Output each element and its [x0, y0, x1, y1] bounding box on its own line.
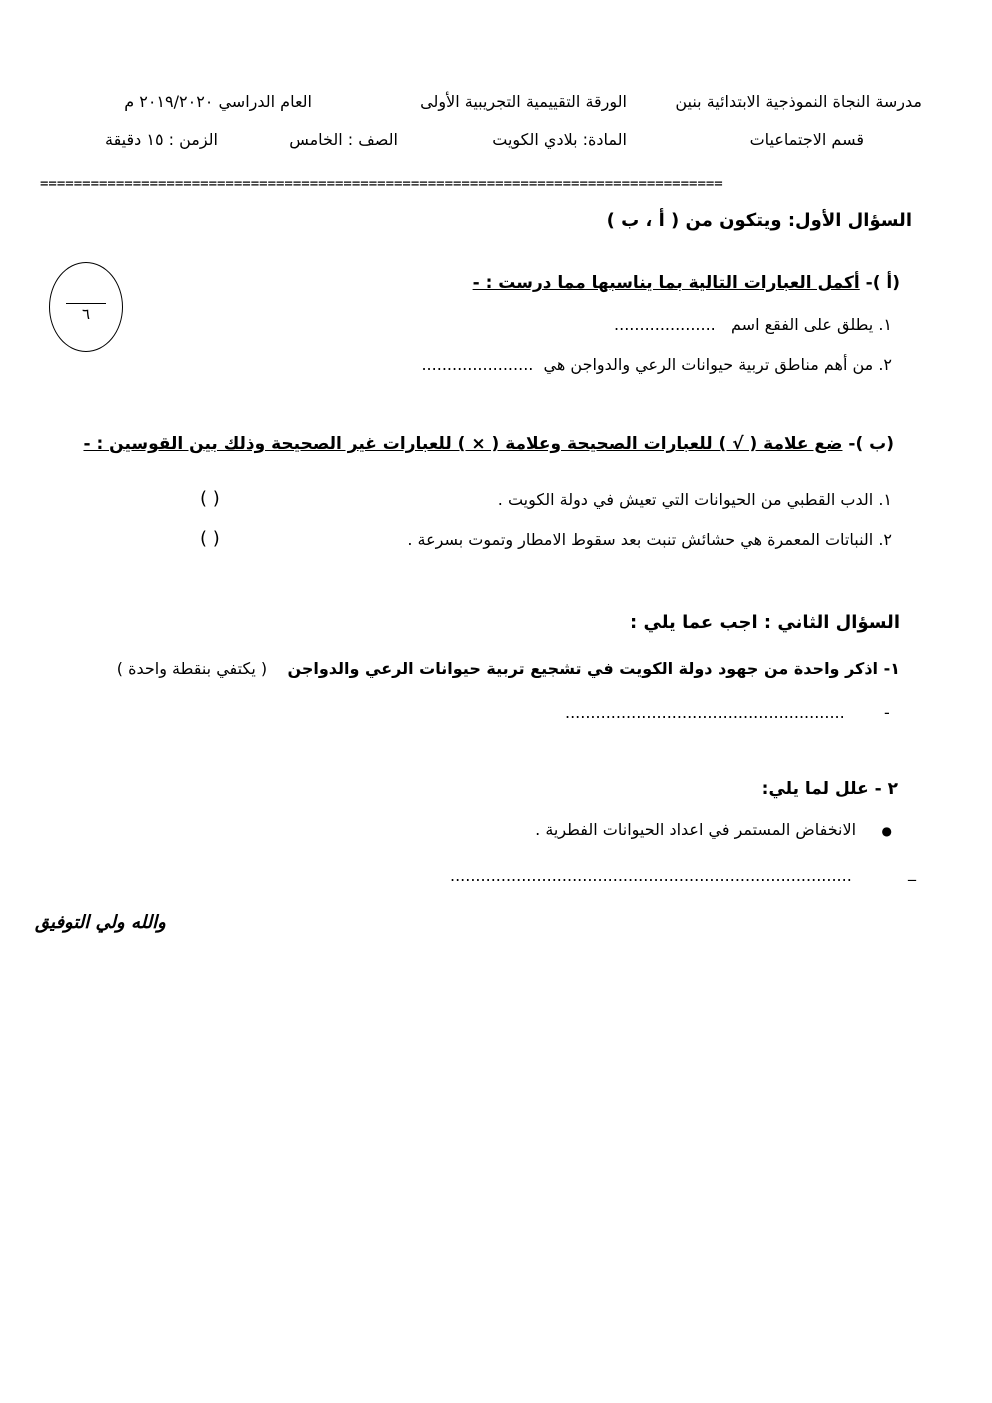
part-a-instruction: أكمل العبارات التالية بما يناسبها مما درست : - [472, 273, 860, 293]
school-name: مدرسة النجاة النموذجية الابتدائية بنين [675, 92, 922, 111]
item1-answer-blank[interactable]: ....................................................... [565, 703, 845, 722]
item-text: من أهم مناطق تربية حيوانات الرعي والدواجن هي [543, 355, 874, 374]
part-a-item-1 [614, 315, 892, 334]
department: قسم الاجتماعيات [749, 130, 864, 149]
part-a-item-2 [421, 355, 892, 374]
item1-note: ( يكتفي بنقطة واحدة ) [116, 659, 268, 678]
part-b-item-1 [498, 490, 892, 509]
item2-text: الانخفاض المستمر في اعداد الحيوانات الفطرية . [535, 820, 857, 839]
part-b-label: (ب )- [848, 434, 894, 454]
question1-title: السؤال الأول: ويتكون من ( أ ، ب ) [606, 210, 912, 231]
subject: المادة: بلادي الكويت [492, 130, 627, 149]
bullet-icon: ● [881, 824, 892, 838]
part-b-instruction: ضع علامة ( √ ) للعبارات الصحيحة وعلامة ( × ) للعبارات غير الصحيحة وذلك بين القوسين : - [83, 434, 843, 454]
academic-year: العام الدراسي ٢٠١٩/٢٠٢٠ م [124, 92, 312, 111]
answer-brackets[interactable]: ( ) [200, 528, 220, 549]
part-b-item-2 [407, 530, 892, 549]
score-line [66, 303, 106, 304]
time-limit: الزمن : ١٥ دقيقة [104, 130, 218, 149]
part-a-label: (أ )- [865, 273, 900, 293]
item1-text: ١- اذكر واحدة من جهود دولة الكويت في تشجيع تربية حيوانات الرعي والدواجن [287, 659, 900, 678]
item-number: ١. [878, 490, 892, 509]
separator-line: ================================================================================= [40, 176, 723, 192]
item2-dash: _ [908, 862, 916, 881]
answer-blank[interactable]: ...................... [421, 355, 534, 374]
part-a-heading [473, 273, 900, 293]
item1-dash: - [884, 703, 890, 722]
item-number: ٢. [878, 355, 892, 374]
item-text: النباتات المعمرة هي حشائش تنبت بعد سقوط الامطار وتموت بسرعة . [407, 530, 874, 549]
item-text: الدب القطبي من الحيوانات التي تعيش في دولة الكويت . [497, 490, 874, 509]
question2-title: السؤال الثاني : اجب عما يلي : [630, 612, 900, 633]
grade: الصف : الخامس [289, 130, 398, 149]
score-circle [49, 262, 123, 352]
answer-brackets[interactable]: ( ) [200, 488, 220, 509]
item-number: ٢. [878, 530, 892, 549]
item-number: ١. [878, 315, 892, 334]
paper-title: الورقة التقييمية التجريبية الأولى [420, 92, 627, 111]
score-denominator: ٦ [81, 305, 91, 323]
question2-item1 [117, 659, 900, 678]
item2-bullet-line [535, 820, 892, 839]
answer-blank[interactable]: .................... [614, 315, 716, 334]
item2-answer-blank[interactable]: ............................................................................... [450, 866, 852, 885]
closing-signature: والله ولي التوفيق [35, 912, 166, 933]
item2-title: ٢ - علل لما يلي: [761, 779, 898, 799]
item-text: يطلق على الفقع اسم [731, 315, 874, 334]
part-b-heading [83, 434, 894, 454]
